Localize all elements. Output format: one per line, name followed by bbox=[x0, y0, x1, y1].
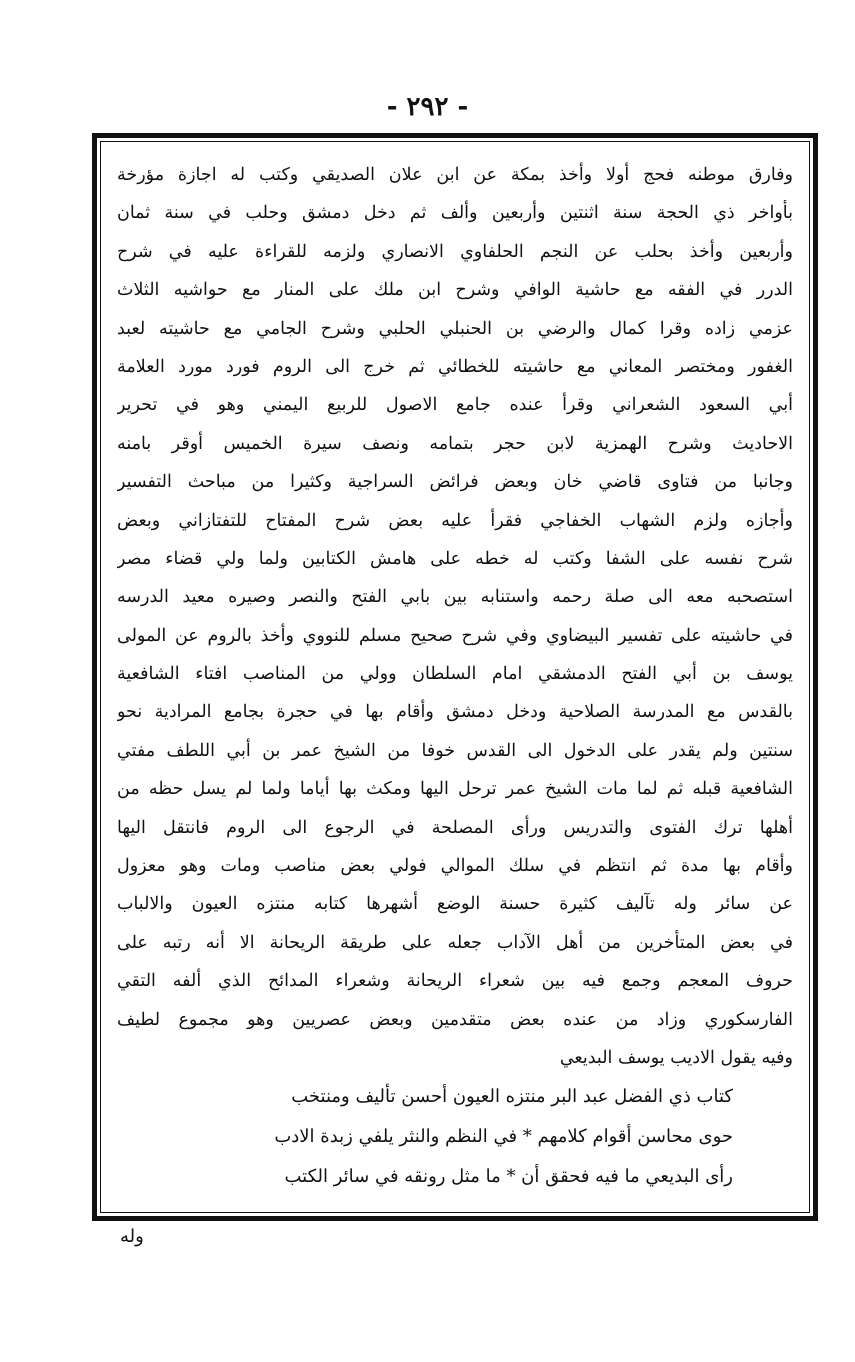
prose-line: حروف المعجم وجمع فيه بين شعراء الريحانة وشعراء المدائح الذي ألفه التقي bbox=[117, 971, 793, 992]
page-number: - ٢٩٢ - bbox=[386, 92, 469, 122]
prose-line: بالقدس مع المدرسة الصلاحية ودخل دمشق وأقام بها في حجرة بجامع المرادية نحو bbox=[117, 702, 793, 723]
prose-line: أهلها ترك الفتوى والتدريس ورأى المصلحة في الرجوع الى الروم فانتقل اليها bbox=[117, 817, 793, 838]
prose-line: عزمي زاده وقرا كمال والرضي بن الحنبلي الحلبي وشرح الجامي مع حاشيته لعبد bbox=[117, 318, 793, 339]
prose-line: في حاشيته على تفسير البيضاوي وفي شرح صحيح مسلم للنووي وأخذ بالروم عن المولى bbox=[117, 625, 793, 646]
prose-line: أبي السعود الشعراني وقرأ عنده جامع الاصول للربيع اليمني وهو في تحرير bbox=[117, 395, 793, 416]
prose-line: بأواخر ذي الحجة سنة اثنتين وأربعين وألف ثم دخل دمشق وحلب في سنة ثمان bbox=[117, 203, 793, 224]
prose-line: الاحاديث وشرح الهمزية لابن حجر بتمامه ونصف سيرة الخميس أوقر بامنه bbox=[117, 433, 793, 454]
prose-line: استصحبه معه الى صلة رحمه واستنابه بين بابي الفتح والنصر وصيره معيد الدرسه bbox=[117, 587, 793, 608]
prose-line: في بعض المتأخرين من أهل الآداب جعله على طريقة الريحانة الا أنه رتبه على bbox=[117, 932, 793, 953]
verse-line: حوى محاسن أقوام كلامهم * في النظم والنثر يلفي زبدة الادب bbox=[274, 1126, 733, 1148]
prose-line: سنتين ولم يقدر على الدخول الى القدس خوفا من الشيخ عمر بن أبي اللطف مفتي bbox=[117, 740, 793, 761]
prose-line: الشافعية قبله ثم لما مات الشيخ عمر ترحل اليها ومكث بها أياما ولما لم يسل حظه من bbox=[117, 779, 793, 800]
prose-line: وأربعين وأخذ بحلب عن النجم الحلفاوي الانصاري ولزمه للقراءة عليه في شرح bbox=[117, 241, 793, 262]
prose-line: وفيه يقول الاديب يوسف البديعي bbox=[559, 1047, 793, 1068]
prose-line: عن سائر وله تآليف كثيرة حسنة الوضع أشهرها كتابه منتزه العيون والالباب bbox=[117, 894, 793, 915]
prose-line: الغفور ومختصر المعاني مع حاشيته للخطائي ثم خرج الى الروم فورد مورد العلامة bbox=[117, 356, 793, 377]
prose-line: وجانبا من فتاوى قاضي خان وبعض فرائض السراجية وكثيرا من مباحث التفسير bbox=[117, 472, 793, 493]
prose-line: وفارق موطنه فحج أولا وأخذ بمكة عن ابن علان الصديقي وكتب له اجازة مؤرخة bbox=[117, 165, 793, 185]
text-block bbox=[100, 141, 810, 1213]
verse-line: رأى البديعي ما فيه فحقق أن * ما مثل رونقه في سائر الكتب bbox=[284, 1166, 733, 1188]
prose-line: وأجازه ولزم الشهاب الخفاجي فقرأ عليه بعض شرح المفتاح للتفتازاني وبعض bbox=[117, 510, 793, 531]
prose-line: شرح نفسه على الشفا وكتب له خطه على هامش الكتابين ولما ولي قضاء مصر bbox=[117, 548, 793, 569]
verse-line: كتاب ذي الفضل عبد البر منتزه العيون أحسن تأليف ومنتخب bbox=[291, 1086, 733, 1108]
prose-line: يوسف بن أبي الفتح الدمشقي امام السلطان وولي من المناصب افتاء الشافعية bbox=[117, 664, 793, 685]
prose-line: وأقام بها مدة ثم انتظم في سلك الموالي فولي بعض مناصب ومات وهو معزول bbox=[117, 856, 793, 877]
catchword: وله bbox=[120, 1226, 144, 1247]
page-frame bbox=[92, 133, 818, 1221]
prose-line: الفارسكوري وزاد من عنده بعض متقدمين وبعض عصريين وهو مجموع لطيف bbox=[117, 1009, 793, 1030]
prose-line: الدرر في الفقه مع حاشية الوافي وشرح ابن ملك على المنار مع حواشيه الثلاث bbox=[117, 280, 793, 301]
